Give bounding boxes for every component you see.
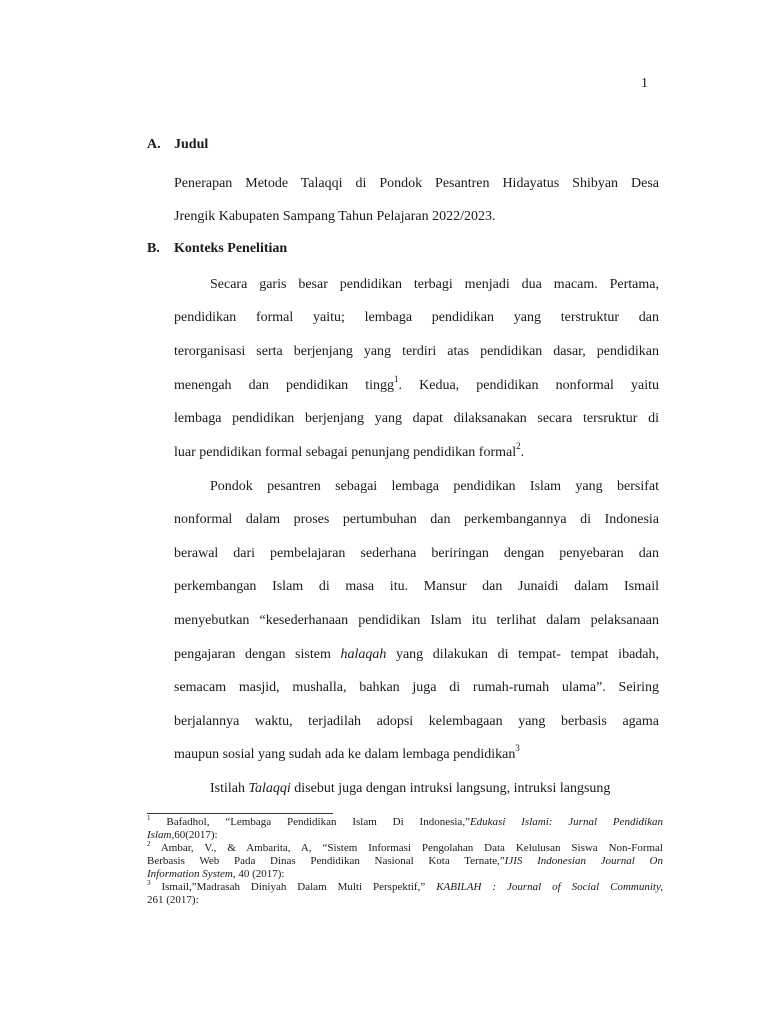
paragraph-2-line-4: perkembangan Islam di masa itu. Mansur dan Junaidi dalam Ismail xyxy=(174,579,659,594)
paragraph-3-line-1 xyxy=(210,780,659,798)
paragraph-2-line-6 xyxy=(174,646,659,664)
paragraph-3-text-b: disebut juga dengan intruksi langsung, intruksi langsung xyxy=(290,781,611,796)
paragraph-3-text-a: Istilah xyxy=(210,781,249,796)
footnote-separator xyxy=(147,813,333,814)
paragraph-2-line-1: Pondok pesantren sebagai lembaga pendidikan Islam yang bersifat xyxy=(210,479,659,494)
footnote-2-pages: , 40 (2017): xyxy=(232,868,285,880)
paragraph-2-line-9-text: maupun sosial yang sudah ada ke dalam lembaga pendidikan xyxy=(174,747,516,762)
paragraph-2-line-6-text-a: pengajaran dengan sistem xyxy=(174,647,341,662)
paragraph-1-line-4-text-a: menengah dan pendidikan tingg xyxy=(174,378,395,393)
footnote-3-number: 3 xyxy=(147,879,151,888)
paragraph-2-line-9 xyxy=(174,743,659,764)
footnote-2-text-cont: Berbasis Web Pada Dinas Pendidikan Nasional Kota Ternate,” xyxy=(147,855,505,867)
paragraph-1-line-4 xyxy=(174,374,660,395)
paragraph-2-line-8: berjalannya waktu, terjadilah adopsi kelembagaan yang berbasis agama xyxy=(174,714,659,729)
paragraph-1-line-6 xyxy=(174,441,659,462)
footnote-2-line-1 xyxy=(147,842,663,854)
footnote-3-text: Ismail,”Madrasah Diniyah Dalam Multi Perspektif,” xyxy=(150,881,437,893)
paragraph-1-line-2: pendidikan formal yaitu; lembaga pendidikan yang terstruktur dan xyxy=(174,310,659,325)
footnote-2-text: Ambar, V., & Ambarita, A, “Sistem Informasi Pengolahan Data Kelulusan Siswa Non-Formal xyxy=(150,842,663,854)
footnote-ref-1: 1 xyxy=(394,374,399,385)
section-b-heading xyxy=(147,241,287,257)
research-title-line-2: Jrengik Kabupaten Sampang Tahun Pelajaran 2022/2023. xyxy=(174,209,496,224)
paragraph-1-line-3: terorganisasi serta berjenjang yang terdiri atas pendidikan dasar, pendidikan xyxy=(174,344,659,359)
footnote-1-journal-cont: Islam, xyxy=(147,829,175,841)
footnote-3-line-1 xyxy=(147,881,663,893)
paragraph-1-line-4-text-b: . Kedua, pendidikan nonformal yaitu xyxy=(398,378,660,393)
research-title-line-1: Penerapan Metode Talaqqi di Pondok Pesantren Hidayatus Shibyan Desa xyxy=(174,176,659,191)
paragraph-1-line-6-period: . xyxy=(520,445,525,460)
footnote-1-pages: 60(2017): xyxy=(174,829,218,841)
halaqah-term: halaqah xyxy=(340,647,387,662)
paragraph-1-line-6-text: luar pendidikan formal sebagai penunjang pendidikan formal xyxy=(174,445,517,460)
footnote-1-line-2 xyxy=(147,829,663,841)
paragraph-2-line-5: menyebutkan “kesederhanaan pendidikan Islam itu terlihat dalam pelaksanaan xyxy=(174,613,659,628)
footnote-3-line-2: 261 (2017): xyxy=(147,894,199,906)
section-a-letter: A. xyxy=(147,137,161,152)
footnote-2-line-3 xyxy=(147,868,663,880)
footnote-2-number: 2 xyxy=(147,840,151,849)
footnote-ref-2: 2 xyxy=(516,441,521,452)
footnote-1-number: 1 xyxy=(147,814,151,823)
footnote-3-journal: KABILAH : Journal of Social Community, xyxy=(436,881,663,893)
section-a-title: Judul xyxy=(174,137,209,152)
footnote-1-line-1 xyxy=(147,816,663,828)
footnote-2-journal: IJIS Indonesian Journal On xyxy=(504,855,663,867)
paragraph-2-line-6-text-b: yang dilakukan di tempat- tempat ibadah, xyxy=(386,647,659,662)
footnote-1-journal: Edukasi Islami: Jurnal Pendidikan xyxy=(469,816,663,828)
page-number: 1 xyxy=(641,76,648,91)
footnote-ref-3: 3 xyxy=(515,743,520,754)
section-b-title: Konteks Penelitian xyxy=(174,241,288,256)
paragraph-2-line-7: semacam masjid, mushalla, bahkan juga di rumah-rumah ulama”. Seiring xyxy=(174,680,659,695)
section-b-letter: B. xyxy=(147,241,160,256)
paragraph-1-line-1: Secara garis besar pendidikan terbagi menjadi dua macam. Pertama, xyxy=(210,277,659,292)
paragraph-2-line-3: berawal dari pembelajaran sederhana beriringan dengan penyebaran dan xyxy=(174,546,659,561)
footnote-2-line-2 xyxy=(147,855,663,867)
paragraph-1-line-5: lembaga pendidikan berjenjang yang dapat dilaksanakan secara tersruktur di xyxy=(174,411,659,426)
footnote-2-journal-cont: Information System xyxy=(147,868,233,880)
footnote-1-text: Bafadhol, “Lembaga Pendidikan Islam Di Indonesia,” xyxy=(150,816,470,828)
section-a-heading xyxy=(147,137,208,153)
paragraph-2-line-2: nonformal dalam proses pertumbuhan dan perkembangannya di Indonesia xyxy=(174,512,659,527)
talaqqi-term: Talaqqi xyxy=(248,781,291,796)
